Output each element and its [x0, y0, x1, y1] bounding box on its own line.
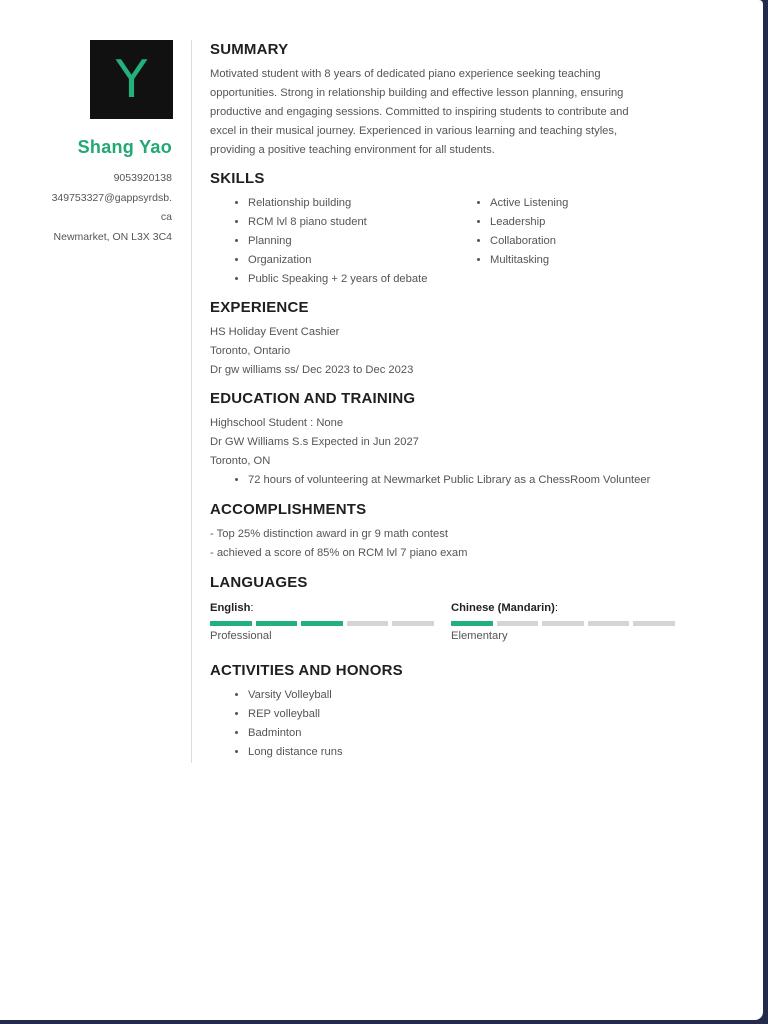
education-section [210, 389, 750, 490]
skill-item: • Active Listening [490, 194, 690, 213]
activity-item: • REP volleyball [248, 705, 750, 724]
skill-item: • Relationship building [248, 194, 488, 213]
summary-heading: SUMMARY [210, 41, 289, 58]
experience-heading: EXPERIENCE [210, 299, 309, 316]
skill-item: • Organization [248, 251, 488, 270]
summary-line: providing a positive teaching environment for all students. [210, 144, 495, 156]
school: Dr GW Williams S.s Expected in Jun 2027 [210, 436, 419, 448]
activities-list [210, 686, 750, 762]
monogram-letter: Y [115, 49, 148, 110]
experience-section [210, 298, 750, 380]
skill-item: • Collaboration [490, 232, 690, 251]
summary-line: productive and engaging sessions. Committed to inspiring students to contribute and [210, 106, 629, 118]
proficiency-segment-filled [301, 621, 343, 626]
contact-info [20, 169, 172, 247]
languages-section [210, 573, 750, 650]
activities-section [210, 661, 750, 762]
degree: Highschool Student : None [210, 417, 344, 429]
proficiency-segment-filled [210, 621, 252, 626]
proficiency-segment-filled [256, 621, 298, 626]
activity-item: • Long distance runs [248, 743, 750, 762]
proficiency-segment-empty [347, 621, 389, 626]
job-location: Toronto, Ontario [210, 345, 291, 357]
skills-list-left [210, 194, 488, 289]
skill-item: • Leadership [490, 213, 690, 232]
summary-text [210, 65, 750, 160]
experience-details [210, 323, 750, 380]
language-english [210, 600, 434, 646]
summary-section [210, 40, 750, 160]
proficiency-segment-filled [451, 621, 493, 626]
summary-line: excel in their musical journey. Experienced in various learning and teaching styles, [210, 125, 618, 137]
skill-item: • RCM lvl 8 piano student [248, 213, 488, 232]
education-bullet: • 72 hours of volunteering at Newmarket Public Library as a ChessRoom Volunteer [248, 471, 750, 490]
accomplishments-heading: ACCOMPLISHMENTS [210, 501, 367, 518]
proficiency-segment-empty [633, 621, 675, 626]
summary-line: Motivated student with 8 years of dedicated piano experience seeking teaching [210, 68, 601, 80]
skills-heading: SKILLS [210, 170, 265, 187]
job-title: HS Holiday Event Cashier [210, 326, 340, 338]
activity-item: • Badminton [248, 724, 750, 743]
skill-item: • Planning [248, 232, 488, 251]
accomplishments-section [210, 500, 750, 563]
accomplishments-list [210, 525, 750, 563]
proficiency-segment-empty [542, 621, 584, 626]
skill-item: • Public Speaking + 2 years of debate [248, 270, 488, 289]
activities-heading: ACTIVITIES AND HONORS [210, 662, 403, 679]
proficiency-segment-empty [497, 621, 539, 626]
language-level: Professional [210, 630, 272, 642]
skills-columns [210, 194, 750, 289]
language-colon: : [554, 602, 558, 614]
proficiency-bar [210, 621, 434, 626]
language-label: Chinese (Mandarin) [451, 602, 555, 614]
language-level: Elementary [451, 630, 508, 642]
monogram-avatar [90, 40, 173, 119]
languages-row [210, 600, 750, 650]
proficiency-bar [451, 621, 675, 626]
education-bullets [210, 471, 750, 490]
summary-line: opportunities. Strong in relationship building and effective lesson planning, ensuring [210, 87, 624, 99]
language-chinese [451, 600, 675, 646]
column-divider [191, 40, 192, 763]
job-employer-dates: Dr gw williams ss/ Dec 2023 to Dec 2023 [210, 364, 414, 376]
email-line-2: ca [160, 211, 172, 223]
school-location: Toronto, ON [210, 455, 271, 467]
education-details [210, 414, 750, 471]
proficiency-segment-empty [588, 621, 630, 626]
language-name [210, 600, 434, 616]
languages-heading: LANGUAGES [210, 574, 308, 591]
language-label: English [210, 602, 251, 614]
email-line-1: 349753327@gappsyrdsb. [51, 191, 172, 204]
skills-list-right [452, 194, 690, 270]
candidate-name: Shang Yao [77, 137, 172, 157]
proficiency-segment-empty [392, 621, 434, 626]
skills-section [210, 169, 750, 289]
education-heading: EDUCATION AND TRAINING [210, 390, 416, 407]
activity-item: • Varsity Volleyball [248, 686, 750, 705]
language-name [451, 600, 675, 616]
address: Newmarket, ON L3X 3C4 [53, 230, 172, 243]
phone-number: 9053920138 [113, 172, 172, 184]
language-colon: : [250, 602, 254, 614]
accomplishment-item: - Top 25% distinction award in gr 9 math contest [210, 528, 448, 540]
skill-item: • Multitasking [490, 251, 690, 270]
accomplishment-item: - achieved a score of 85% on RCM lvl 7 piano exam [210, 547, 468, 559]
